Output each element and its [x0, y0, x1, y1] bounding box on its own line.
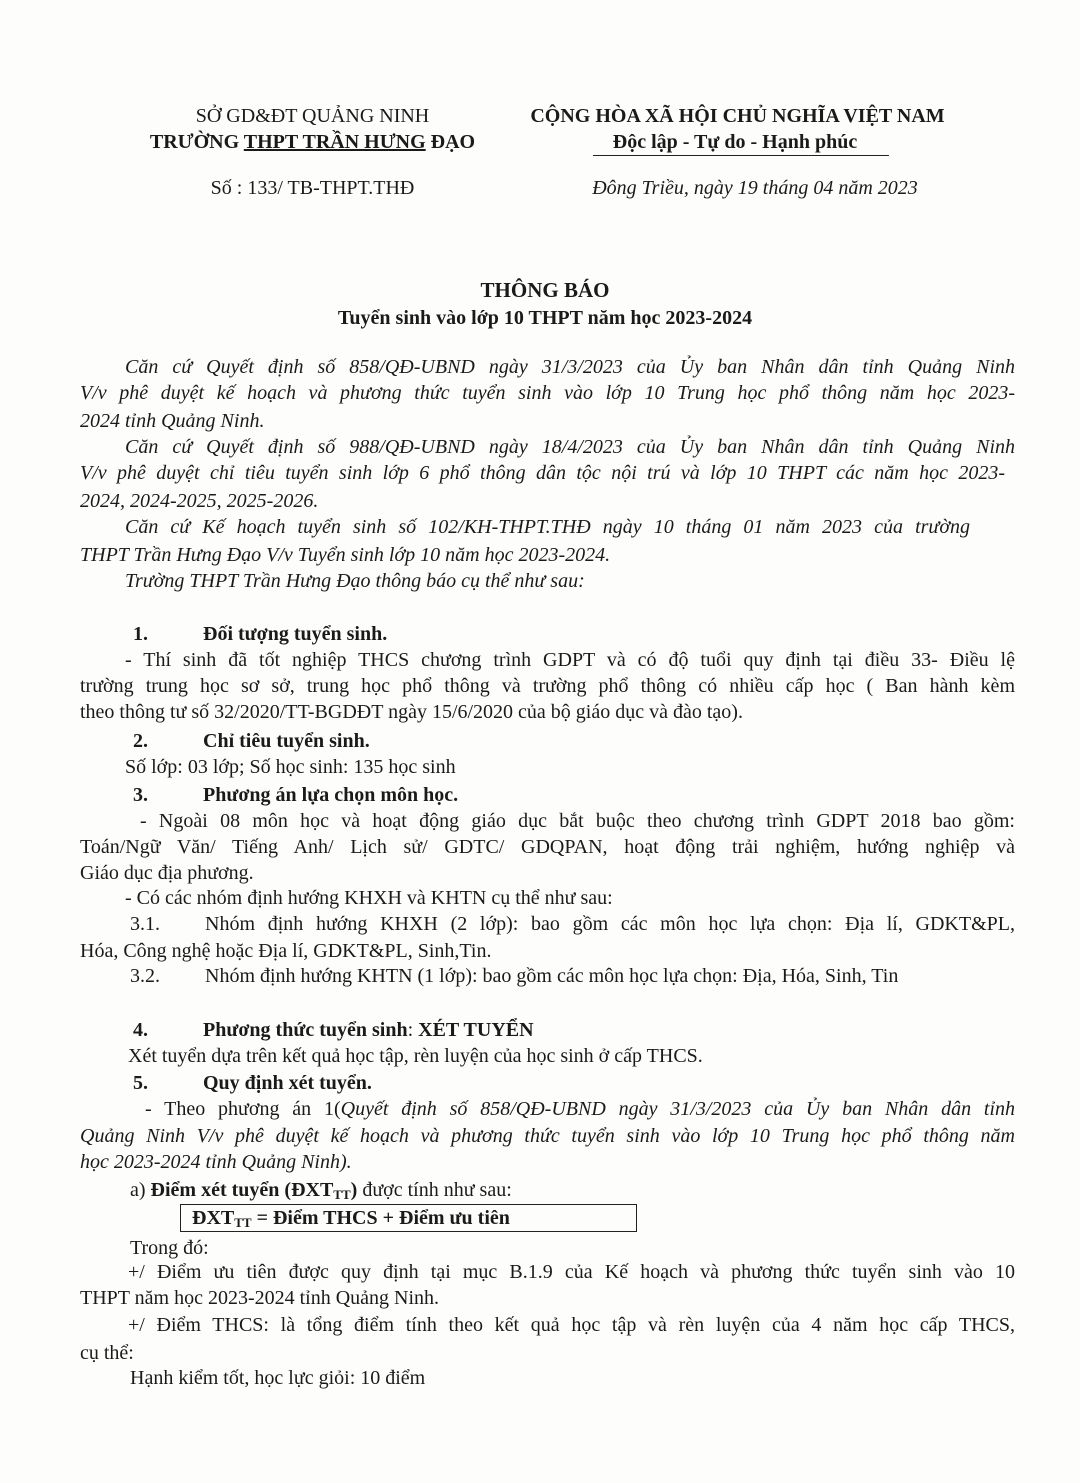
where-label: Trong đó:	[130, 1237, 209, 1259]
subsection-3-2-line: Nhóm định hướng KHTN (1 lớp): bao gồm các môn học lựa chọn: Địa, Hóa, Sinh, Tin	[205, 965, 899, 987]
section-line: Giáo dục địa phương.	[80, 862, 254, 884]
section-line: theo thông tư số 32/2020/TT-BGDĐT ngày 15/6/2020 của bộ giáo dục và đào tạo).	[80, 701, 743, 723]
item-a: a) Điểm xét tuyển $(ĐXT_{TT})$ được tính như sau:	[130, 1179, 512, 1202]
preamble-line: THPT Trần Hưng Đạo V/v Tuyển sinh lớp 10 năm học 2023-2024.	[80, 544, 611, 566]
section-line: Quảng Ninh V/v phê duyệt kế hoạch và phương thức tuyển sinh vào lớp 10 Trung học phổ thông năm	[80, 1125, 1015, 1147]
school-name	[130, 130, 495, 154]
section-line: - Theo phương án 1(Quyết định số 858/QĐ-UBND ngày 31/3/2023 của Ủy ban Nhân dân tỉnh	[145, 1098, 1016, 1120]
preamble-line: V/v phê duyệt chỉ tiêu tuyển sinh lớp 6 phổ thông dân tộc nội trú và lớp 10 THPT các năm học 2023-	[80, 462, 1005, 484]
section-line: cụ thể:	[80, 1342, 134, 1364]
subsection-3-2-number: 3.2.	[130, 965, 160, 987]
section-line: Xét tuyển dựa trên kết quả học tập, rèn luyện của học sinh ở cấp THCS.	[128, 1045, 703, 1067]
school-prefix: TRƯỜNG	[149, 131, 244, 153]
preamble-line: 2024 tỉnh Quảng Ninh.	[80, 410, 265, 432]
section-line: +/ Điểm THCS: là tổng điểm tính theo kết quả học tập và rèn luyện của 4 năm học cấp THCS,	[128, 1314, 1015, 1336]
preamble-line: V/v phê duyệt kế hoạch và phương thức tuyển sinh vào lớp 10 Trung học phổ thông năm học 2023-	[80, 382, 1015, 404]
preamble-line: Căn cứ Kế hoạch tuyển sinh số 102/KH-THPT.THĐ ngày 10 tháng 01 năm 2023 của trường	[125, 516, 970, 538]
section-3-heading: 3. Phương án lựa chọn môn học.	[133, 784, 459, 806]
document-number: Số : 133/ TB-THPT.THĐ	[210, 177, 415, 199]
section-line: - Thí sinh đã tốt nghiệp THCS chương trình GDPT và có độ tuổi quy định tại điều 33- Điều lệ	[125, 649, 1015, 671]
section-line: - Ngoài 08 môn học và hoạt động giáo dục bắt buộc theo chương trình GDPT 2018 bao gồm:	[140, 810, 1015, 832]
section-line: Toán/Ngữ Văn/ Tiếng Anh/ Lịch sử/ GDTC/ GDQPAN, hoạt động trải nghiệm, hướng nghiệp và	[80, 836, 1015, 858]
subsection-3-1-number: 3.1.	[130, 913, 160, 935]
preamble-line: Căn cứ Quyết định số 988/QĐ-UBND ngày 18/4/2023 của Ủy ban Nhân dân tỉnh Quảng Ninh	[125, 436, 1015, 458]
school-suffix: ĐẠO	[425, 131, 476, 153]
section-2-heading: 2. Chỉ tiêu tuyển sinh.	[133, 730, 370, 752]
section-1-heading: 1. Đối tượng tuyển sinh.	[133, 623, 388, 645]
place-date: Đông Triều, ngày 19 tháng 04 năm 2023	[592, 177, 918, 199]
document-title: THÔNG BÁO	[480, 278, 610, 302]
section-line: +/ Điểm ưu tiên được quy định tại mục B.1.9 của Kế hoạch và phương thức tuyển sinh vào 10	[128, 1261, 1015, 1283]
section-line: - Có các nhóm định hướng KHXH và KHTN cụ thể như sau:	[125, 887, 613, 909]
section-line: Hạnh kiểm tốt, học lực giỏi: 10 điểm	[130, 1367, 426, 1389]
preamble-line: 2024, 2024-2025, 2025-2026.	[80, 490, 319, 512]
motto-underline	[593, 155, 889, 156]
preamble-line: Trường THPT Trần Hưng Đạo thông báo cụ thể như sau:	[125, 570, 585, 592]
section-line: trường trung học sơ sở, trung học phổ thông và trường phổ thông có nhiều cấp học ( Ban hành kèm	[80, 675, 1015, 697]
agency-name: SỞ GD&ĐT QUẢNG NINH	[195, 105, 430, 127]
section-line: THPT năm học 2023-2024 tỉnh Quảng Ninh.	[80, 1287, 440, 1309]
nation-name: CỘNG HÒA XÃ HỘI CHỦ NGHĨA VIỆT NAM	[530, 105, 945, 127]
preamble-line: Căn cứ Quyết định số 858/QĐ-UBND ngày 31/3/2023 của Ủy ban Nhân dân tỉnh Quảng Ninh	[125, 356, 1015, 378]
subsection-3-1-line: Nhóm định hướng KHXH (2 lớp): bao gồm các môn học lựa chọn: Địa lí, GDKT&PL,	[205, 913, 1015, 935]
school-underlined: THPT TRẦN HƯNG	[243, 131, 426, 153]
section-line: Số lớp: 03 lớp; Số học sinh: 135 học sinh	[125, 756, 456, 778]
section-5-heading: 5. Quy định xét tuyển.	[133, 1072, 372, 1094]
motto: Độc lập - Tự do - Hạnh phúc	[612, 131, 858, 153]
subsection-3-1-line: Hóa, Công nghệ hoặc Địa lí, GDKT&PL, Sinh,Tin.	[80, 940, 492, 962]
formula: $ĐXT_{TT}$ = Điểm THCS + Điểm ưu tiên	[192, 1207, 510, 1230]
section-line: học 2023-2024 tỉnh Quảng Ninh).	[80, 1151, 352, 1173]
document-subtitle: Tuyển sinh vào lớp 10 THPT năm học 2023-2024	[337, 307, 753, 329]
section-4-heading: 4. Phương thức tuyển sinh: XÉT TUYỂN	[133, 1019, 534, 1041]
